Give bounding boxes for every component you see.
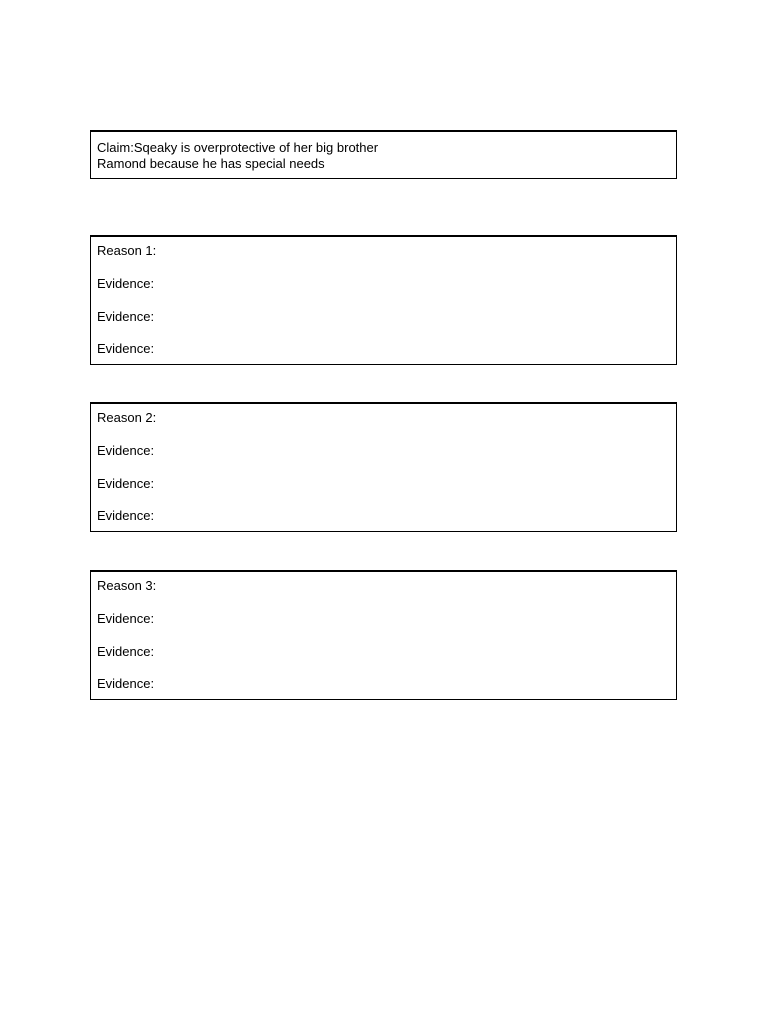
reason-box-3 — [90, 570, 677, 700]
claim-box — [90, 130, 677, 179]
reason-label: Reason 2: — [97, 410, 157, 425]
claim-text-line-1: Claim:Sqeaky is overprotective of her big brother — [97, 140, 379, 155]
evidence-label: Evidence: — [97, 611, 155, 626]
reason-box-2 — [90, 402, 677, 532]
evidence-label: Evidence: — [97, 643, 155, 659]
claim-text-line-2: Ramond because he has special needs — [97, 156, 325, 171]
reason-label: Reason 3: — [97, 578, 157, 593]
evidence-label: Evidence: — [97, 508, 155, 523]
evidence-label: Evidence: — [97, 475, 155, 491]
evidence-label: Evidence: — [97, 276, 155, 291]
reason-box-1 — [90, 235, 677, 365]
reason-label: Reason 1: — [97, 243, 157, 258]
evidence-label: Evidence: — [97, 676, 155, 691]
evidence-label: Evidence: — [97, 443, 155, 458]
evidence-label: Evidence: — [97, 308, 155, 324]
evidence-label: Evidence: — [97, 341, 155, 356]
